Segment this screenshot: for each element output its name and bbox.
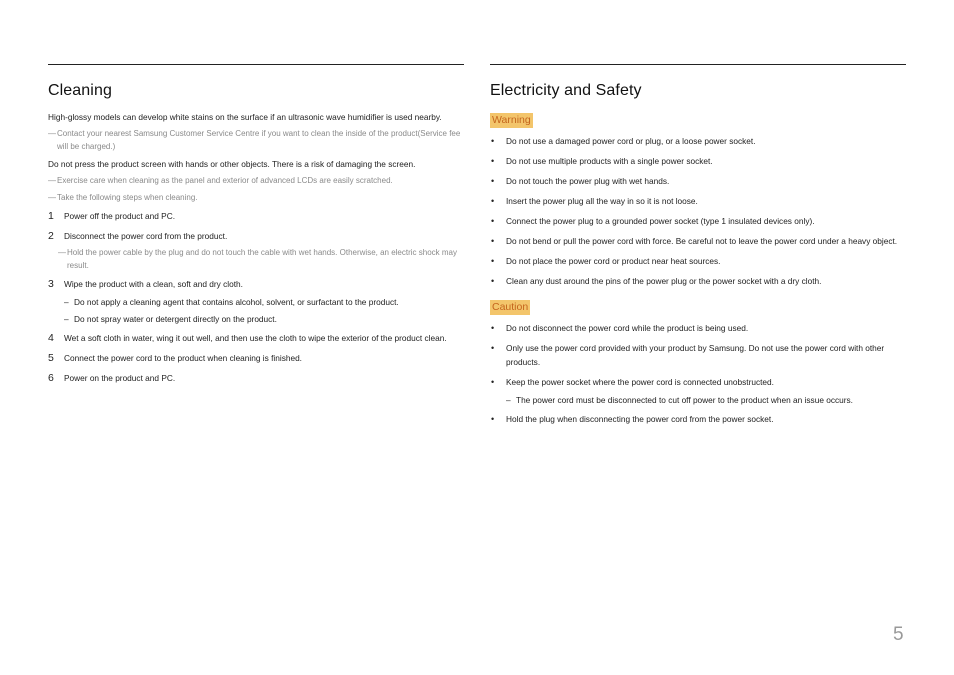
warning-item-text: Do not use multiple products with a single power socket. <box>506 156 713 166</box>
note-mark-icon: ― <box>48 129 56 138</box>
caution-item <box>490 412 906 426</box>
note-text: Hold the power cable by the plug and do not touch the cable with wet hands. Otherwise, an electric shock may result. <box>67 248 457 270</box>
warning-item-text: Insert the power plug all the way in so it is not loose. <box>506 196 698 206</box>
dash-icon: – <box>506 395 511 405</box>
bullet-icon: • <box>491 216 495 226</box>
safety-title: Electricity and Safety <box>490 82 642 99</box>
caution-item <box>490 341 906 369</box>
warning-item-text: Do not place the power cord or product near heat sources. <box>506 256 721 266</box>
warning-item <box>490 274 906 288</box>
step-number: 2 <box>48 230 54 242</box>
cleaning-steps <box>48 209 464 385</box>
note-mark-icon: ― <box>48 176 56 185</box>
step-note <box>58 246 464 272</box>
caution-label: Caution <box>492 301 529 313</box>
note-text: Exercise care when cleaning as the panel and exterior of advanced LCDs are easily scratched. <box>57 176 393 185</box>
step-text: Wipe the product with a clean, soft and dry cloth. <box>64 279 243 289</box>
bullet-icon: • <box>491 414 495 424</box>
warning-item-text: Do not touch the power plug with wet hands. <box>506 176 670 186</box>
warning-item <box>490 234 906 248</box>
step-sub-text: Do not apply a cleaning agent that contains alcohol, solvent, or surfactant to the product. <box>74 297 399 307</box>
step-item <box>48 371 464 385</box>
section-divider <box>490 64 906 65</box>
step-sub-text: Do not spray water or detergent directly on the product. <box>74 314 277 324</box>
bullet-icon: • <box>491 136 495 146</box>
caution-sub-text: The power cord must be disconnected to cut off power to the product when an issue occurs. <box>516 395 853 405</box>
warning-item-text: Clean any dust around the pins of the power plug or the power socket with a dry cloth. <box>506 276 822 286</box>
warning-item <box>490 194 906 208</box>
note-mark-icon: ― <box>48 193 56 202</box>
bullet-icon: • <box>491 276 495 286</box>
bullet-icon: • <box>491 196 495 206</box>
bullet-icon: • <box>491 256 495 266</box>
step-number: 4 <box>48 332 54 344</box>
step-sub-item <box>48 295 464 309</box>
bullet-icon: • <box>491 323 495 333</box>
bullet-icon: • <box>491 156 495 166</box>
step-item <box>48 209 464 223</box>
warning-item-text: Do not use a damaged power cord or plug, or a loose power socket. <box>506 136 756 146</box>
cleaning-intro: High-glossy models can develop white stains on the surface if an ultrasonic wave humidifier is used nearby. <box>48 112 442 122</box>
caution-item-text: Only use the power cord provided with your product by Samsung. Do not use the power cord with other products. <box>506 343 885 367</box>
warning-item-text: Connect the power plug to a grounded power socket (type 1 insulated devices only). <box>506 216 815 226</box>
caution-item-text: Hold the plug when disconnecting the power cord from the power socket. <box>506 414 774 424</box>
step-number: 6 <box>48 372 54 384</box>
step-number: 1 <box>48 210 54 222</box>
step-item <box>48 277 464 291</box>
dash-icon: – <box>64 297 69 307</box>
note-text: Contact your nearest Samsung Customer Service Centre if you want to clean the inside of the product(Service fee will be charged.) <box>57 129 461 151</box>
caution-list <box>490 321 906 426</box>
step-item <box>48 229 464 243</box>
bullet-icon: • <box>491 377 495 387</box>
page-number: 5 <box>893 624 904 645</box>
cleaning-title: Cleaning <box>48 82 112 99</box>
dash-icon: – <box>64 314 69 324</box>
section-divider <box>48 64 464 65</box>
warning-list <box>490 134 906 288</box>
step-text: Disconnect the power cord from the product. <box>64 231 228 241</box>
warning-item <box>490 174 906 188</box>
step-number: 3 <box>48 278 54 290</box>
warning-label: Warning <box>492 114 531 126</box>
bullet-icon: • <box>491 236 495 246</box>
caution-item <box>490 375 906 389</box>
caution-sub-item <box>490 393 906 407</box>
caution-item-text: Keep the power socket where the power cord is connected unobstructed. <box>506 377 774 387</box>
step-sub-item <box>48 312 464 326</box>
caution-item-text: Do not disconnect the power cord while the product is being used. <box>506 323 749 333</box>
note-text: Take the following steps when cleaning. <box>57 193 198 202</box>
safety-section <box>490 64 906 432</box>
warning-item <box>490 254 906 268</box>
step-text: Wet a soft cloth in water, wing it out well, and then use the cloth to wipe the exterior of the product clean. <box>64 333 447 343</box>
caution-item <box>490 321 906 335</box>
step-text: Connect the power cord to the product when cleaning is finished. <box>64 353 302 363</box>
warning-item <box>490 154 906 168</box>
note-service-centre <box>48 127 464 153</box>
bullet-icon: • <box>491 176 495 186</box>
warning-item <box>490 214 906 228</box>
step-item <box>48 351 464 365</box>
step-text: Power off the product and PC. <box>64 211 175 221</box>
note-mark-icon: ― <box>58 248 66 257</box>
screen-press-warning: Do not press the product screen with hands or other objects. There is a risk of damaging the screen. <box>48 159 416 169</box>
step-item <box>48 331 464 345</box>
warning-item-text: Do not bend or pull the power cord with force. Be careful not to leave the power cord under a heavy object. <box>506 236 898 246</box>
note-scratch <box>48 174 464 187</box>
step-number: 5 <box>48 352 54 364</box>
step-text: Power on the product and PC. <box>64 373 176 383</box>
cleaning-section <box>48 64 464 391</box>
warning-item <box>490 134 906 148</box>
note-steps-intro <box>48 191 464 204</box>
bullet-icon: • <box>491 343 495 353</box>
